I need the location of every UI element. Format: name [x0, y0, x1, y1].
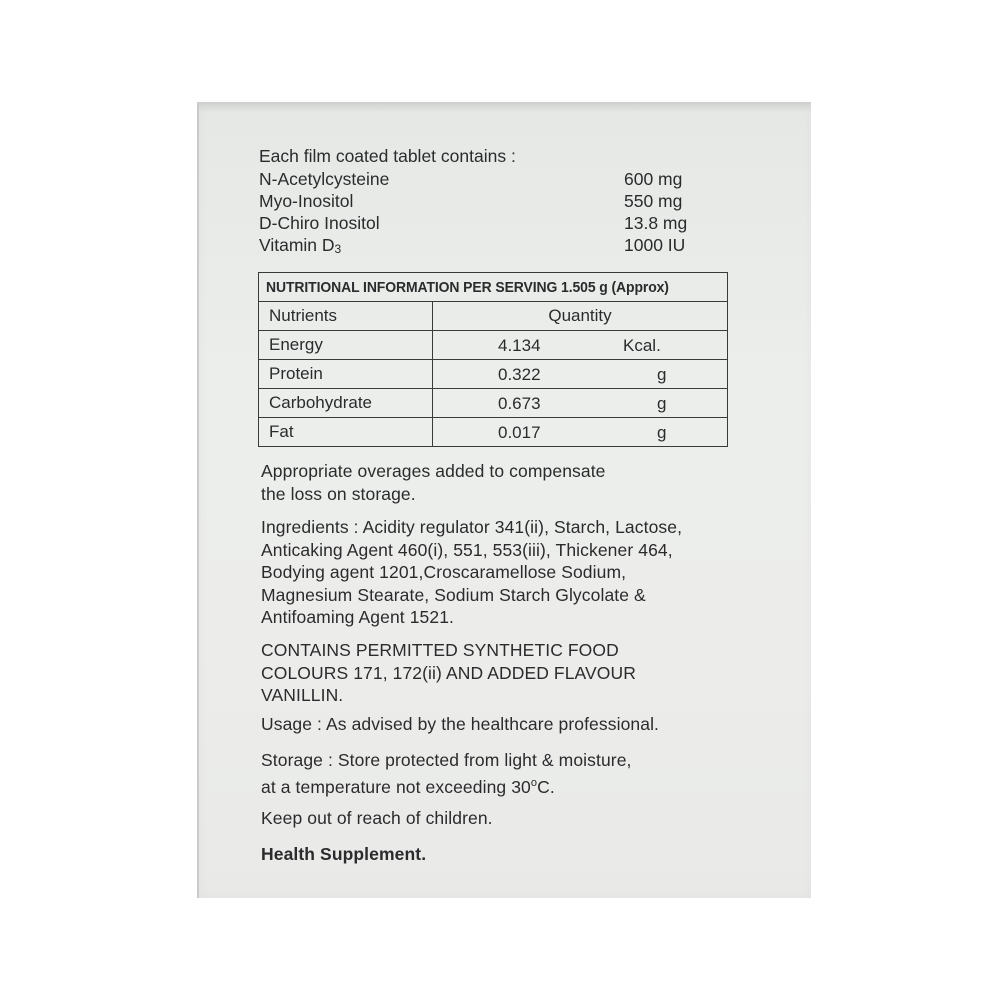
ingredients-block — [261, 516, 682, 629]
ingredients-line: Magnesium Stearate, Sodium Starch Glycolate & — [261, 584, 646, 605]
nutrient-amount: 0.322 — [498, 365, 541, 384]
table-row — [259, 418, 728, 447]
usage-text: Usage : As advised by the healthcare professional. — [261, 714, 660, 734]
storage-line: Storage : Store protected from light & moisture, — [261, 750, 632, 770]
usage-block — [261, 713, 659, 736]
ingredients-line: Bodying agent 1201,Croscaramellose Sodium, — [261, 562, 627, 582]
composition-item-value: 13.8 mg — [624, 213, 688, 233]
storage-block — [261, 749, 632, 798]
nutrient-unit: g — [657, 365, 667, 384]
ingredients-line: Anticaking Agent 460(i), 551, 553(iii), Thickener 464, — [261, 539, 673, 560]
colours-line: COLOURS 171, 172(ii) AND ADDED FLAVOUR — [261, 662, 636, 683]
warning-block — [261, 807, 493, 830]
overages-line: Appropriate overages added to compensate — [261, 461, 606, 481]
nutrition-table-title — [259, 273, 728, 302]
overages-note — [261, 460, 606, 505]
nutrition-table-header-row — [259, 302, 728, 331]
storage-line — [261, 772, 632, 798]
composition-item — [259, 168, 709, 190]
composition-heading: Each film coated tablet contains : — [259, 146, 516, 166]
composition-item-value: 550 mg — [624, 191, 683, 211]
overages-line: the loss on storage. — [261, 483, 416, 504]
composition-item-value: 1000 IU — [624, 235, 686, 255]
table-row — [259, 331, 728, 360]
nutrient-amount: 0.017 — [498, 423, 541, 442]
colours-line: CONTAINS PERMITTED SYNTHETIC FOOD — [261, 640, 619, 660]
nutrient-name: Protein — [259, 360, 433, 389]
table-row — [259, 389, 728, 418]
composition-item-value: 600 mg — [624, 169, 683, 189]
storage-temp-text: at a temperature not exceeding 30 — [261, 776, 531, 797]
composition-item — [259, 212, 709, 234]
colours-line: VANILLIN. — [261, 685, 344, 705]
composition-item-name: N-Acetylcysteine — [259, 169, 390, 189]
composition-item — [259, 190, 709, 212]
nutrient-name: Energy — [259, 331, 433, 360]
nutrient-unit: g — [657, 394, 667, 413]
nutrition-table — [258, 272, 728, 447]
warning-text: Keep out of reach of children. — [261, 808, 493, 828]
composition-item-name: Vitamin D — [259, 235, 335, 255]
nutrient-name: Fat — [259, 418, 433, 447]
composition-list — [259, 144, 709, 256]
composition-item — [259, 234, 709, 256]
nutrients-column-header: Nutrients — [259, 302, 433, 331]
storage-temp-unit: C. — [537, 776, 555, 797]
table-row — [259, 360, 728, 389]
composition-item-name: D-Chiro Inositol — [259, 213, 380, 233]
nutrient-quantity-cell — [433, 418, 728, 447]
nutrition-table-title-text: NUTRITIONAL INFORMATION PER SERVING 1.505 g (Approx) — [266, 278, 669, 296]
top-edge-shadow — [199, 104, 811, 112]
colours-statement — [261, 639, 636, 707]
ingredients-line: Ingredients : Acidity regulator 341(ii), Starch, Lactose, — [261, 517, 683, 537]
nutrient-name: Carbohydrate — [259, 389, 433, 418]
nutrition-table-title-row — [259, 273, 728, 302]
category-text: Health Supplement. — [261, 844, 427, 864]
product-label-panel — [197, 102, 811, 898]
nutrient-quantity-cell — [433, 360, 728, 389]
degree-symbol: o — [530, 776, 538, 789]
composition-item-name: Myo-Inositol — [259, 191, 354, 211]
ingredients-line: Antifoaming Agent 1521. — [261, 607, 454, 627]
nutrient-amount: 4.134 — [498, 336, 541, 355]
nutrient-unit: Kcal. — [623, 336, 661, 355]
composition-item-subscript: 3 — [334, 242, 342, 256]
nutrient-quantity-cell — [433, 331, 728, 360]
nutrient-amount: 0.673 — [498, 394, 541, 413]
nutrient-quantity-cell — [433, 389, 728, 418]
quantity-column-header: Quantity — [433, 302, 728, 331]
category-block — [261, 843, 426, 866]
nutrient-unit: g — [657, 423, 667, 442]
